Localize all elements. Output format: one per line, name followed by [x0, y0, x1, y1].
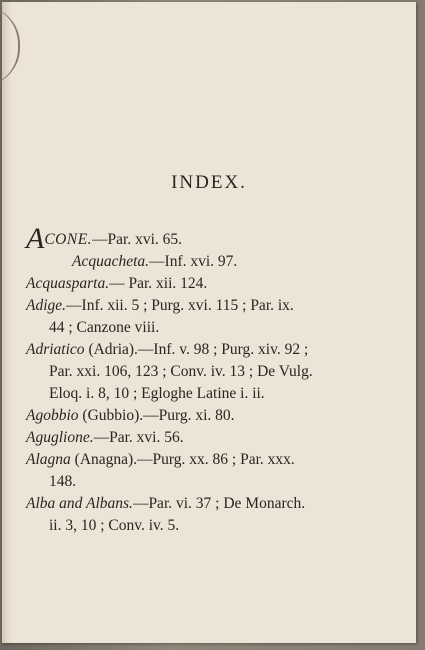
page-gutter-shadow	[2, 2, 12, 643]
entry-continuation: 148.	[49, 473, 77, 490]
index-entry-acquasparta	[26, 273, 378, 295]
entry-reference: —Inf. xvi. 97.	[149, 253, 238, 270]
entry-reference: (Adria).—Inf. v. 98 ; Purg. xiv. 92 ;	[84, 341, 309, 358]
drop-cap: A	[26, 222, 45, 255]
index-entry-acquacheta	[26, 251, 378, 273]
entry-reference: —Par. xvi. 56.	[93, 429, 184, 446]
index-entry-agobbio	[26, 405, 378, 427]
index-entry-acone	[26, 222, 378, 255]
entry-headword: Alba and Albans.	[26, 495, 133, 512]
entry-continuation: 44 ; Canzone viii.	[49, 319, 160, 336]
entry-continuation: ii. 3, 10 ; Conv. iv. 5.	[49, 517, 180, 534]
index-entry-aguglione	[26, 427, 378, 449]
entry-reference: (Anagna).—Purg. xx. 86 ; Par. xxx.	[70, 451, 295, 468]
entry-headword: Acquacheta.	[72, 253, 150, 270]
entry-reference: — Par. xii. 124.	[109, 275, 208, 292]
entry-headword: Alagna	[26, 451, 71, 468]
index-entry-adige	[26, 295, 378, 339]
entry-reference: —Par. vi. 37 ; De Monarch.	[132, 495, 306, 512]
entry-reference: (Gubbio).—Purg. xi. 80.	[78, 407, 235, 424]
book-page	[2, 2, 416, 643]
entry-headword: Aguglione.	[26, 429, 94, 446]
page-title: INDEX.	[171, 172, 247, 193]
entry-headword: Agobbio	[26, 407, 79, 424]
entry-headword: Adriatico	[26, 341, 85, 358]
entry-reference: —Inf. xii. 5 ; Purg. xvi. 115 ; Par. ix.	[66, 297, 294, 314]
index-entry-adriatico	[26, 339, 378, 405]
index-entry-alagna	[26, 449, 378, 493]
entry-headword: Acquasparta.	[26, 275, 110, 292]
entry-reference: —Par. xvi. 65.	[92, 231, 183, 248]
index-entries	[26, 224, 378, 537]
entry-headword: CONE.	[44, 231, 93, 248]
entry-headword: Adige.	[26, 297, 67, 314]
entry-continuation: Par. xxi. 106, 123 ; Conv. iv. 13 ; De Vulg.	[49, 363, 313, 380]
index-entry-alba	[26, 493, 378, 537]
entry-continuation: Eloq. i. 8, 10 ; Egloghe Latine i. ii.	[49, 385, 265, 402]
